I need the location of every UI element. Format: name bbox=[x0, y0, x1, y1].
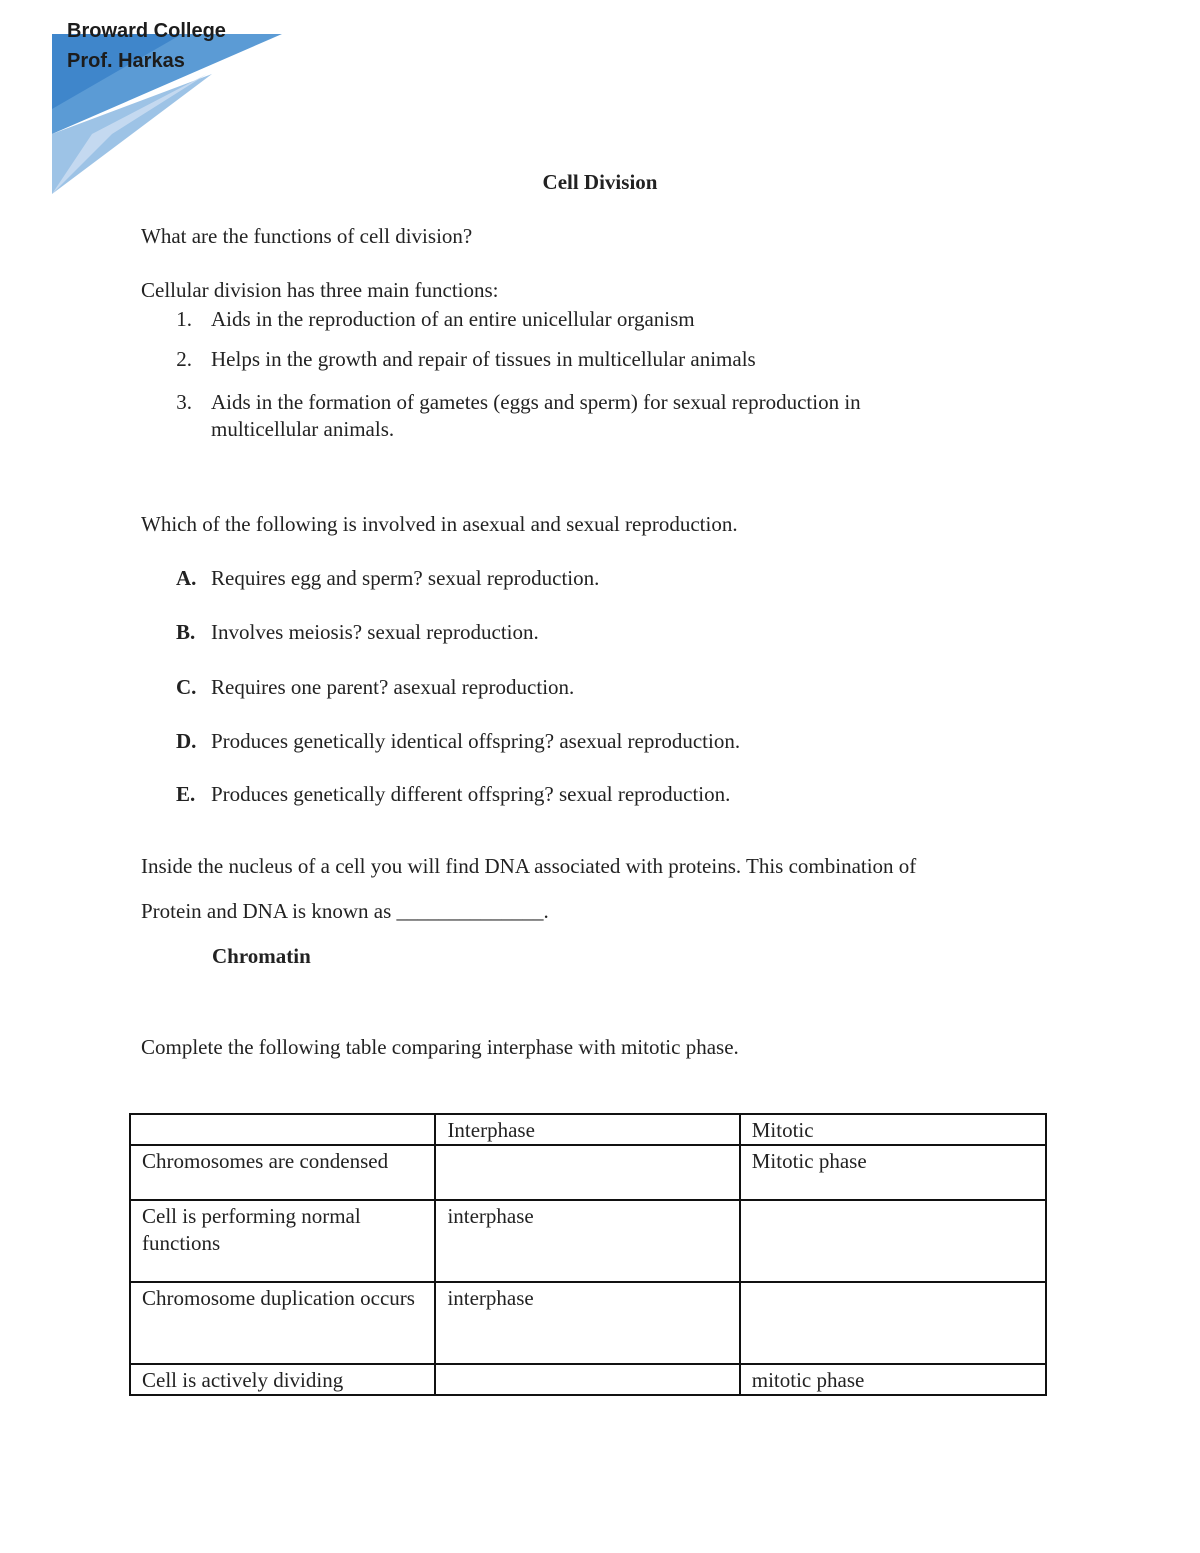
header-text bbox=[67, 16, 226, 76]
table-cell: Mitotic phase bbox=[740, 1145, 1046, 1200]
list-item: Aids in the reproduction of an entire unicellular organism bbox=[211, 307, 695, 331]
option-letter: C. bbox=[176, 675, 197, 699]
option-text: Requires one parent? asexual reproduction. bbox=[211, 675, 575, 699]
table-header-cell bbox=[130, 1114, 435, 1145]
table-cell: interphase bbox=[435, 1200, 739, 1282]
table-cell: mitotic phase bbox=[740, 1364, 1046, 1395]
q3-line1: Inside the nucleus of a cell you will find DNA associated with proteins. This combination of bbox=[141, 854, 917, 878]
table-cell: Cell is actively dividing bbox=[130, 1364, 435, 1395]
q1-question: What are the functions of cell division? bbox=[141, 224, 473, 248]
table-row bbox=[130, 1282, 1046, 1364]
option-text: Produces genetically identical offspring? asexual reproduction. bbox=[211, 729, 741, 753]
option-text: Involves meiosis? sexual reproduction. bbox=[211, 620, 539, 644]
table-cell bbox=[740, 1282, 1046, 1364]
table-header-row bbox=[130, 1114, 1046, 1145]
list-number: 3. bbox=[176, 390, 192, 414]
list-item-continuation: multicellular animals. bbox=[211, 417, 395, 441]
table-cell bbox=[435, 1145, 739, 1200]
table-row bbox=[130, 1145, 1046, 1200]
q3-line2: Protein and DNA is known as ______________. bbox=[141, 899, 549, 923]
table-header-cell: Interphase bbox=[435, 1114, 739, 1145]
option-text: Produces genetically different offspring? sexual reproduction. bbox=[211, 782, 731, 806]
list-number: 1. bbox=[176, 307, 192, 331]
list-item: Aids in the formation of gametes (eggs and sperm) for sexual reproduction in bbox=[211, 390, 861, 414]
table-cell bbox=[435, 1364, 739, 1395]
table-row bbox=[130, 1364, 1046, 1395]
table-cell: Cell is performing normal functions bbox=[130, 1200, 435, 1282]
table-cell: interphase bbox=[435, 1282, 739, 1364]
q1-intro: Cellular division has three main functions: bbox=[141, 278, 499, 302]
table-row bbox=[130, 1200, 1046, 1282]
option-letter: B. bbox=[176, 620, 196, 644]
instructor-name: Prof. Harkas bbox=[67, 50, 185, 72]
table-cell: Chromosome duplication occurs bbox=[130, 1282, 435, 1364]
option-letter: E. bbox=[176, 782, 196, 806]
page-title: Cell Division bbox=[542, 170, 658, 194]
q2-question: Which of the following is involved in asexual and sexual reproduction. bbox=[141, 512, 738, 536]
q3-answer: Chromatin bbox=[212, 944, 311, 968]
list-number: 2. bbox=[176, 347, 192, 371]
table-header-cell: Mitotic bbox=[740, 1114, 1046, 1145]
institution-name: Broward College bbox=[67, 20, 226, 42]
option-letter: D. bbox=[176, 729, 197, 753]
q4-instruction: Complete the following table comparing interphase with mitotic phase. bbox=[141, 1035, 739, 1059]
table-cell: Chromosomes are condensed bbox=[130, 1145, 435, 1200]
table-cell bbox=[740, 1200, 1046, 1282]
comparison-table bbox=[129, 1113, 1047, 1396]
option-letter: A. bbox=[176, 566, 197, 590]
list-item: Helps in the growth and repair of tissues in multicellular animals bbox=[211, 347, 756, 371]
option-text: Requires egg and sperm? sexual reproduction. bbox=[211, 566, 600, 590]
